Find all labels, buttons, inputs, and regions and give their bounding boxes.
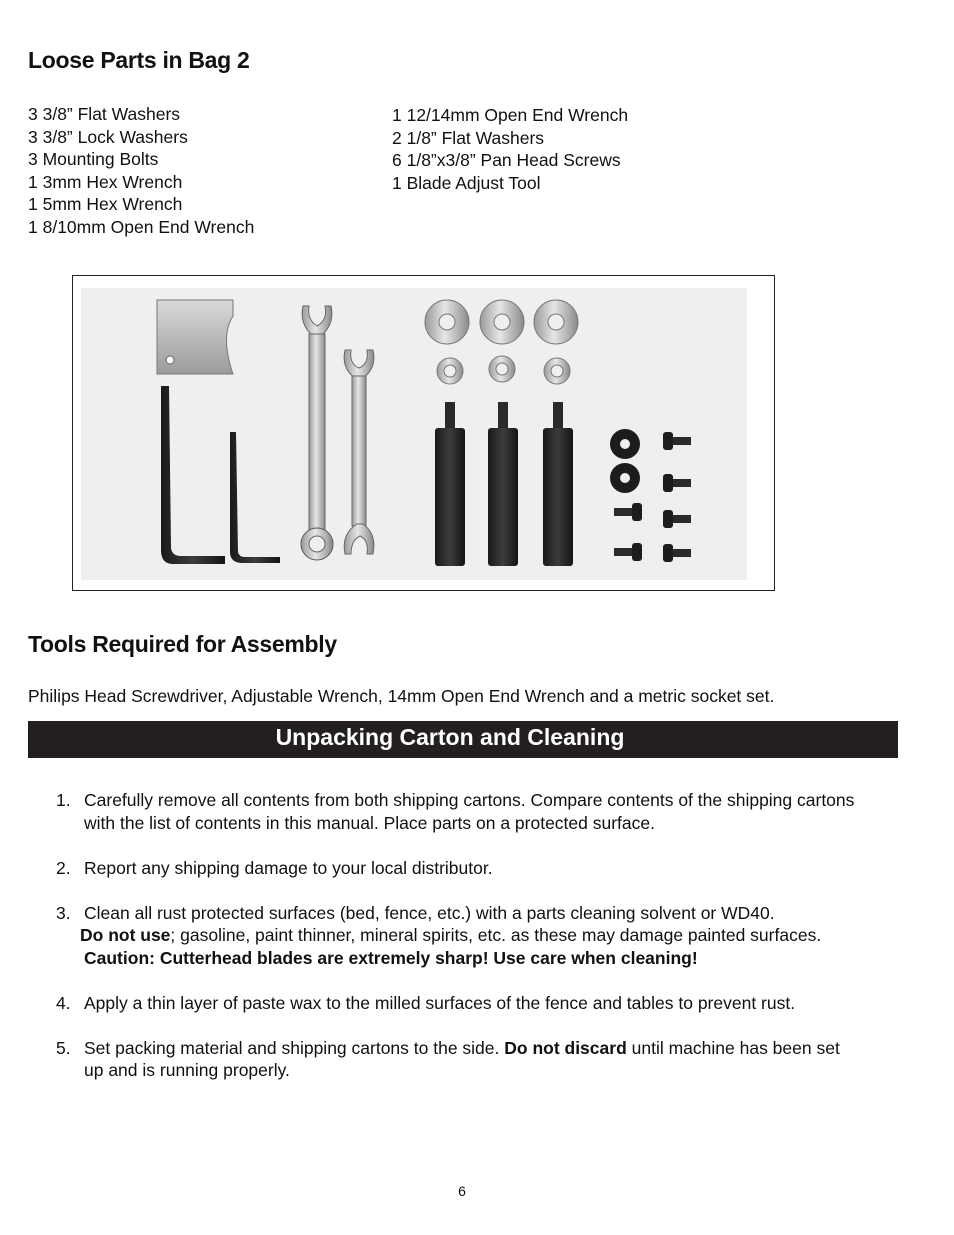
step-text (84, 1037, 908, 1060)
list-item (28, 857, 908, 880)
step-text-post: until machine has been set (626, 1037, 840, 1058)
list-item (28, 789, 908, 834)
step-number: 2. (56, 857, 71, 878)
step-number: 5. (56, 1037, 71, 1058)
step-text (80, 924, 908, 947)
list-item (28, 992, 908, 1015)
list-item: 6 1/8”x3/8” Pan Head Screws (392, 150, 621, 171)
list-item: 3 3/8” Flat Washers (28, 104, 181, 124)
do-not-discard-label: Do not discard (504, 1037, 627, 1058)
unpacking-banner (28, 721, 898, 758)
step-number: 4. (56, 992, 71, 1013)
step-text: with the list of contents in this manual. Place parts on a protected surface. (84, 812, 655, 833)
step-text: Report any shipping damage to your local distributor. (84, 857, 493, 878)
list-item: 1 3mm Hex Wrench (28, 171, 183, 192)
step-text: Apply a thin layer of paste wax to the milled surfaces of the fence and tables to prevent rust. (84, 992, 796, 1013)
loose-parts-heading: Loose Parts in Bag 2 (28, 47, 250, 73)
list-item: 3 3/8” Lock Washers (28, 126, 188, 147)
page-number: 6 (458, 1183, 466, 1199)
parts-list-left (28, 103, 254, 239)
step-text-rest: ; gasoline, paint thinner, mineral spirits, etc. as these may damage painted surfaces. (170, 925, 822, 945)
caution-text: Caution: Cutterhead blades are extremely sharp! Use care when cleaning! (84, 947, 698, 968)
list-item: 3 Mounting Bolts (28, 149, 159, 170)
step-number: 1. (56, 790, 71, 810)
list-item: 1 Blade Adjust Tool (392, 172, 541, 193)
list-item (28, 902, 908, 970)
step-text: Carefully remove all contents from both shipping cartons. Compare contents of the shipping cartons (84, 790, 855, 810)
step-text: up and is running properly. (84, 1060, 290, 1080)
parts-photo-illustration (73, 276, 773, 589)
step-text: Clean all rust protected surfaces (bed, fence, etc.) with a parts cleaning solvent or WD40. (84, 902, 775, 923)
do-not-use-label: Do not use (80, 925, 171, 945)
parts-photo (72, 275, 775, 591)
tools-list-text: Philips Head Screwdriver, Adjustable Wrench, 14mm Open End Wrench and a metric socket set. (28, 686, 775, 706)
parts-list-right (392, 104, 628, 194)
blade-adjust-tool (157, 300, 233, 374)
step-text-pre: Set packing material and shipping cartons to the side. (84, 1037, 505, 1058)
step-number: 3. (56, 902, 71, 923)
list-item: 1 12/14mm Open End Wrench (392, 105, 629, 125)
list-item: 1 8/10mm Open End Wrench (28, 216, 255, 237)
unpacking-steps (28, 789, 908, 1104)
lock-washers (437, 356, 570, 384)
tools-heading: Tools Required for Assembly (28, 631, 337, 657)
list-item: 2 1/8” Flat Washers (392, 127, 545, 148)
list-item: 1 5mm Hex Wrench (28, 194, 183, 215)
flat-washers (425, 300, 578, 344)
list-item (28, 1037, 908, 1082)
unpacking-heading: Unpacking Carton and Cleaning (275, 724, 625, 750)
